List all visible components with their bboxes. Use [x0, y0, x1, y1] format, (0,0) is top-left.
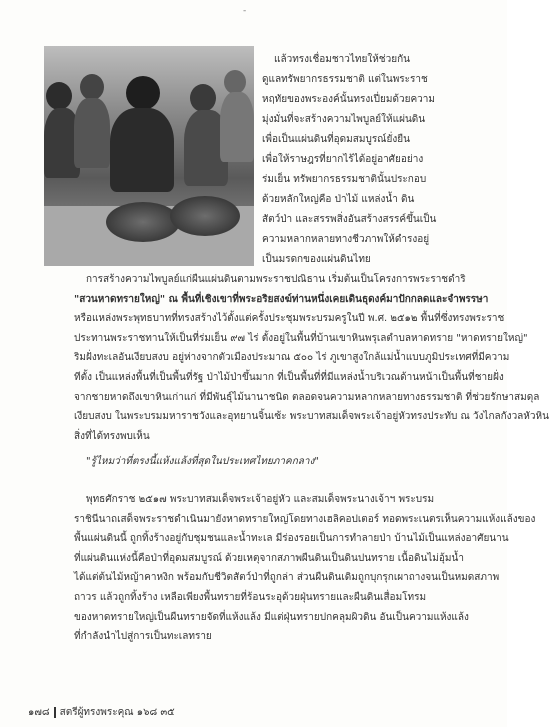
side-text-line: เป็นมรดกของแผ่นดินไทย: [262, 254, 371, 265]
photo-turtle-right: [170, 196, 240, 236]
side-text-column: [262, 50, 474, 270]
photo-person-body-center: [110, 108, 174, 192]
side-text-line: ความหลากหลายทางชีวภาพให้ดำรงอยู่: [262, 234, 430, 245]
paragraph-line: สิ่งที่ได้ทรงพบเห็น: [74, 430, 150, 442]
paragraph-line: หรือแหล่งพระพุทธบาทที่ทรงสร้างไว้ตั้งแต่ครั้งประชุมพระบรมครูในปี พ.ศ. ๒๕๑๒ พื้นที่ซึ่งทรงพระราช: [74, 313, 505, 325]
page-footer: [28, 705, 175, 720]
paragraph-line: ได้แต่ต้นไม้หญ้าคาหงิก พร้อมกับชีวิตสัตว์ป่าที่ถูกล่า ส่วนผืนดินเดิมถูกบุกรุกเผาถางจนเป็นหมดสภาพ: [74, 572, 500, 584]
paragraph-line: ริมฝั่งทะเลอันเงียบสงบ อยู่ห่างจากตัวเมืองประมาณ ๕๐๐ ไร่ ภูเขาสูงใกล้แม่น้ำแบบภูมิประเทศที่มีความ: [74, 352, 510, 364]
photo-person-body-far-right: [220, 92, 254, 162]
photo-person-head-left: [46, 82, 72, 110]
side-text-line: ดูแลทรัพยากรธรรมชาติ แต่ในพระราช: [262, 74, 428, 85]
paragraph-line: ราชินีนาถเสด็จพระราชดำเนินมายังหาดทรายใหญ่โดยทางเฮลิคอปเตอร์ ทอดพระเนตรเห็นความแห้งแล้งของ: [74, 513, 536, 525]
paragraph-line: ประทานพระราชทานให้เป็นที่ร่มเย็น ๙๗ ไร่ ตั้งอยู่ในพื้นที่บ้านเขาหินพรุเลตำบลหาดทราย "หาดทรายใหญ่": [74, 332, 528, 344]
quote-block: [74, 452, 472, 472]
paragraph-line: ที่กำลังนำไปสู่การเป็นทะเลทราย: [74, 631, 212, 643]
paragraph-line: ของหาดทรายใหญ่เป็นผืนทรายจัดที่แห้งแล้ง มีแต่ฝุ่นทรายปกคลุมผิวดิน อันเป็นความแห้งแล้ง: [74, 611, 469, 623]
photo-person-head-center: [126, 76, 160, 110]
photo-person-body-2: [74, 98, 110, 168]
photo-person-head-far-right: [224, 70, 246, 94]
photo-person-head-2: [80, 74, 104, 100]
side-text-line: มุ่งมั่นที่จะสร้างความไพบูลย์ให้แผ่นดิน: [262, 114, 426, 125]
paragraph-line: การสร้างความไพบูลย์แก่ผืนแผ่นดินตามพระราชปณิธาน เริ่มต้นเป็นโครงการพระราชดำริ: [86, 274, 466, 285]
paragraph-line: พื้นแผ่นดินนี้ ถูกทิ้งร้างอยู่กับชุมชนและน้ำทะเล มีร่องรอยเป็นการทำลายป่า บ้านไม้เป็นแหล่งอาศัยนาน: [74, 533, 509, 545]
photo-turtle-left: [106, 202, 180, 242]
paragraph-line: ที่แผ่นดินแห่งนี้คือป่าที่อุดมสมบูรณ์ ด้วยเหตุจากสภาพผืนดินเป็นดินปนทราย เนื้อดินไม่อุ้มน้ำ: [74, 552, 464, 564]
paragraph-line: ถาวร แล้วถูกทิ้งร้าง เหลือเพียงพื้นทรายที่ร้อนระอุด้วยฝุ่นทรายและผืนดินเสื่อมโทรม: [74, 591, 427, 603]
quote-line: "รู้ไหมว่าที่ตรงนี้แห้งแล้งที่สุดในประเทศไทยภาคกลาง": [86, 456, 319, 467]
royal-turtle-release-photo: [44, 46, 254, 266]
side-text-line: เพื่อเป็นแผ่นดินที่อุดมสมบูรณ์ยั่งยืน: [262, 134, 410, 145]
side-text-line: ด้วยหลักใหญ่คือ ป่าไม้ แหล่งน้ำ ดิน: [262, 194, 415, 205]
side-text-line: ร่มเย็น ทรัพยากรธรรมชาตินั้นประกอบ: [262, 174, 427, 185]
publication-title: สตรีผู้ทรงพระคุณ ๑๖๘ ๓๕: [59, 707, 175, 718]
paragraph-1: [74, 270, 549, 446]
paragraph-line: พุทธศักราช ๒๕๑๗ พระบาทสมเด็จพระเจ้าอยู่หัว และสมเด็จพระนางเจ้าฯ พระบรม: [86, 494, 435, 505]
paragraph-line: จากชายหาดถึงเขาหินเก่าแก่ ที่มีพันธุ์ไม้นานาชนิด ตลอดจนความหลากหลายทางธรรมชาติ ที่ช่วยรักษาสมดุล: [74, 391, 540, 403]
side-text-line: แล้วทรงเชื่อมชาวไทยให้ช่วยกัน: [274, 54, 410, 65]
paragraph-line: ทีตั้ง เป็นแหล่งพื้นที่เป็นพื้นที่รัฐ ป่าไม้ป่าขึ้นมาก ที่เป็นพื้นที่ที่มีแหล่งน้ำบริเวณด้านหน้าเป็นพื้นที่ชายฝั่ง: [74, 371, 504, 383]
side-text-line: เพื่อให้ราษฎรที่ยากไร้ได้อยู่อาศัยอย่าง: [262, 154, 424, 165]
page-number: ๑๗๘: [28, 707, 50, 718]
page-top-mark: -: [243, 6, 247, 16]
paragraph-line: "สวนหาดทรายใหญ่" ณ พื้นที่เชิงเขาที่พระอริยสงฆ์ท่านหนึ่งเคยเดินธุดงค์มาปักกลดและจำพรรษา: [74, 293, 489, 305]
paragraph-2: [74, 490, 536, 647]
side-text-line: หฤทัยของพระองค์นั้นทรงเปี่ยมด้วยความ: [262, 94, 435, 105]
photo-person-head-right: [190, 84, 216, 112]
footer-divider: [54, 707, 56, 718]
paragraph-line: เงียบสงบ ในพระบรมมหาราชวังและอุทยานจิ้นเซ้ะ พระบาทสมเด็จพระเจ้าอยู่หัวทรงประทับ ณ วังไกลกังวลหัวหิน: [74, 411, 549, 423]
side-text-line: สัตว์ป่า และสรรพสิ่งอันสร้างสรรค์ขึ้นเป็น: [262, 214, 437, 225]
